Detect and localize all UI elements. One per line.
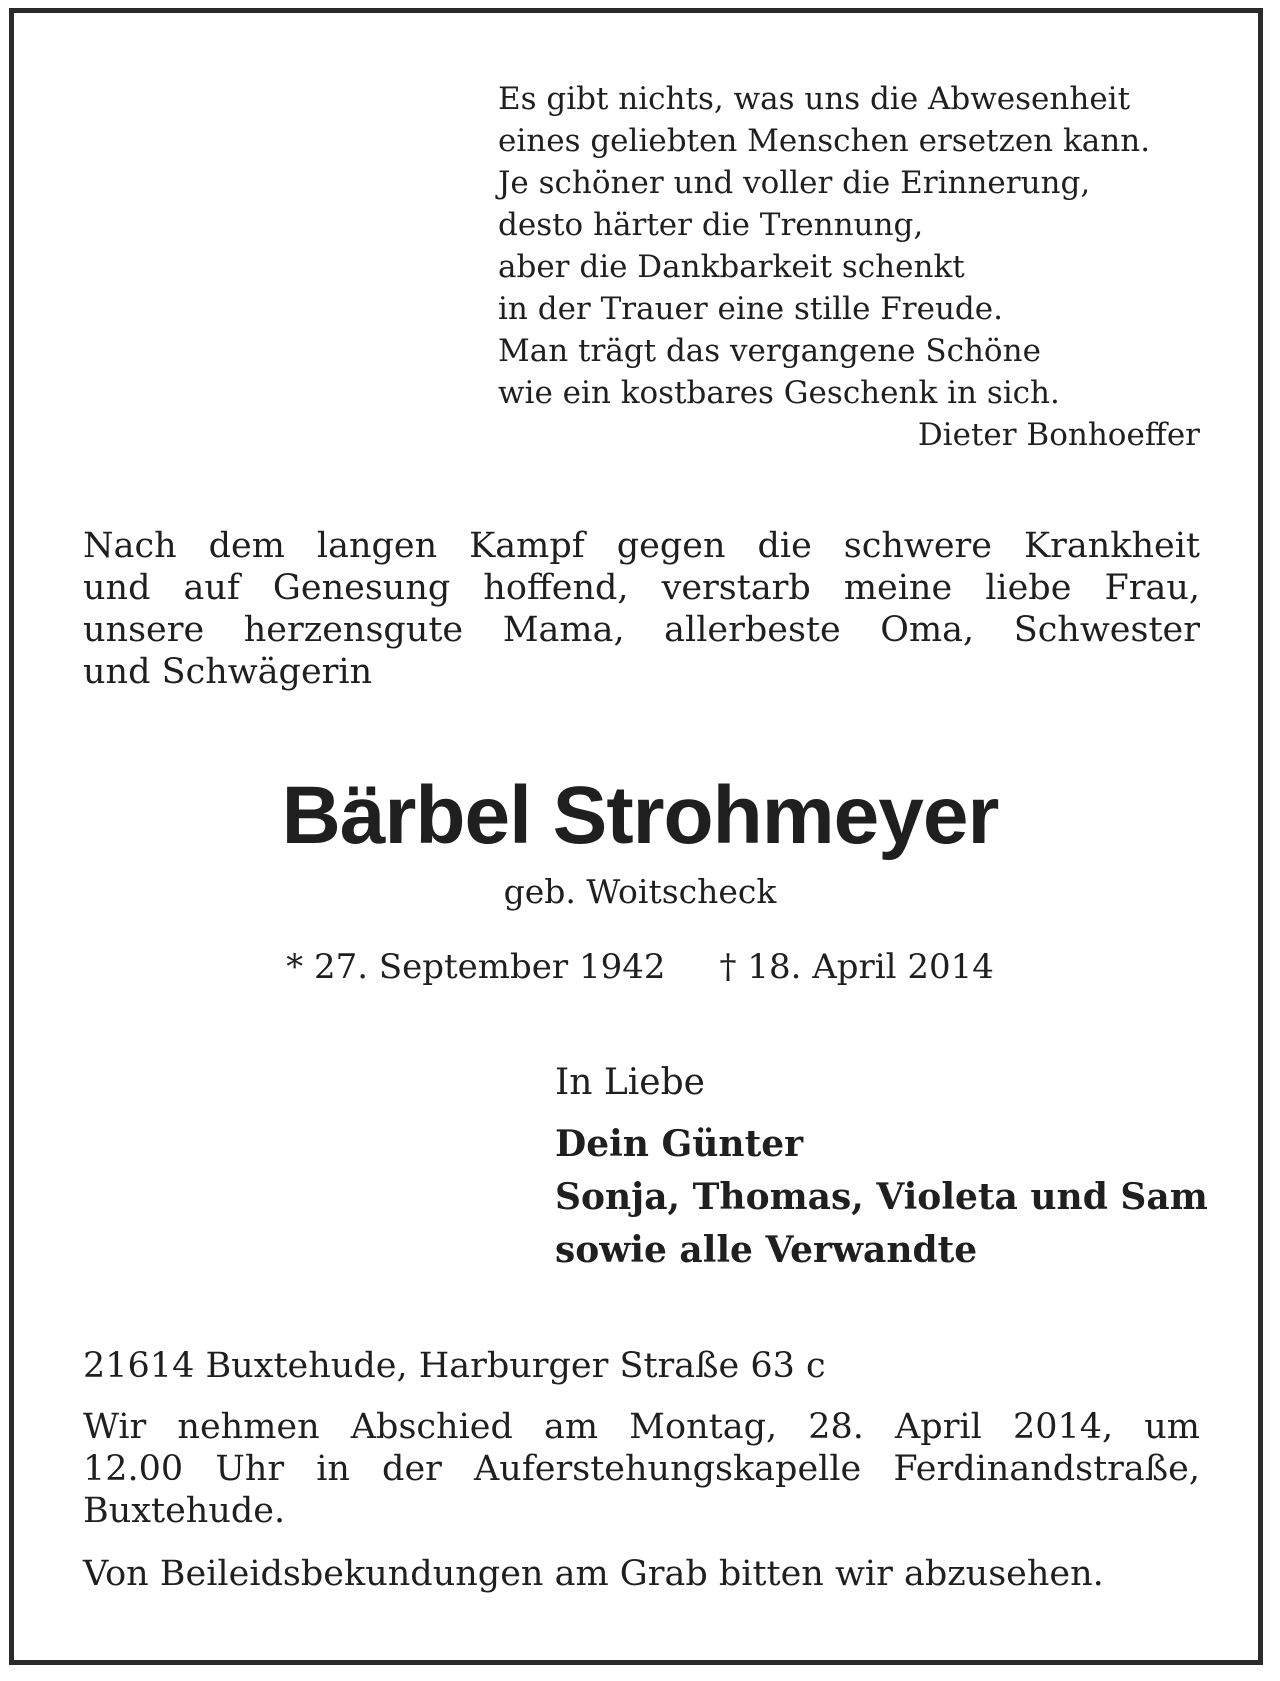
death-date: † 18. April 2014: [719, 947, 994, 987]
farewell-line: Wir nehmen Abschied am Montag, 28. April 2014, um: [83, 1407, 1200, 1447]
quote-line: eines geliebten Menschen ersetzen kann.: [498, 123, 1151, 159]
quote-line: Es gibt nichts, was uns die Abwesenheit: [498, 81, 1131, 117]
intro-line: und Schwägerin: [83, 652, 373, 692]
intro-line: und auf Genesung hoffend, verstarb meine liebe Frau,: [83, 568, 1200, 608]
mourners-list: [555, 1118, 1208, 1277]
quote-line: in der Trauer eine stille Freude.: [498, 291, 1003, 327]
quote-author: Dieter Bonhoeffer: [917, 417, 1200, 453]
mourner: Dein Günter: [555, 1123, 804, 1165]
farewell-paragraph: [83, 1406, 1200, 1532]
birth-date: * 27. September 1942: [286, 947, 666, 987]
mourner: sowie alle Verwandte: [555, 1229, 978, 1271]
life-dates: [0, 944, 1280, 990]
farewell-line: Buxtehude.: [83, 1491, 286, 1531]
intro-line: unsere herzensgute Mama, allerbeste Oma, Schwester: [83, 610, 1200, 650]
deceased-name: Bärbel Strohmeyer: [281, 770, 999, 861]
farewell-line: 12.00 Uhr in der Auferstehungskapelle Ferdinandstraße,: [83, 1449, 1200, 1489]
intro-line: Nach dem langen Kampf gegen die schwere Krankheit: [83, 526, 1200, 566]
condolence-note: Von Beileidsbekundungen am Grab bitten wir abzusehen.: [83, 1554, 1104, 1594]
bonhoeffer-quote: [498, 78, 1200, 456]
quote-line: Je schöner und voller die Erinnerung,: [498, 165, 1091, 201]
quote-line: wie ein kostbares Geschenk in sich.: [498, 375, 1060, 411]
mourner: Sonja, Thomas, Violeta und Sam: [555, 1176, 1208, 1218]
quote-line: Man trägt das vergangene Schöne: [498, 333, 1041, 369]
maiden-name: geb. Woitscheck: [503, 872, 777, 911]
greeting: In Liebe: [555, 1062, 705, 1103]
intro-paragraph: [83, 525, 1200, 693]
quote-line: aber die Dankbarkeit schenkt: [498, 249, 965, 285]
quote-line: desto härter die Trennung,: [498, 207, 924, 243]
address: 21614 Buxtehude, Harburger Straße 63 c: [83, 1346, 826, 1386]
